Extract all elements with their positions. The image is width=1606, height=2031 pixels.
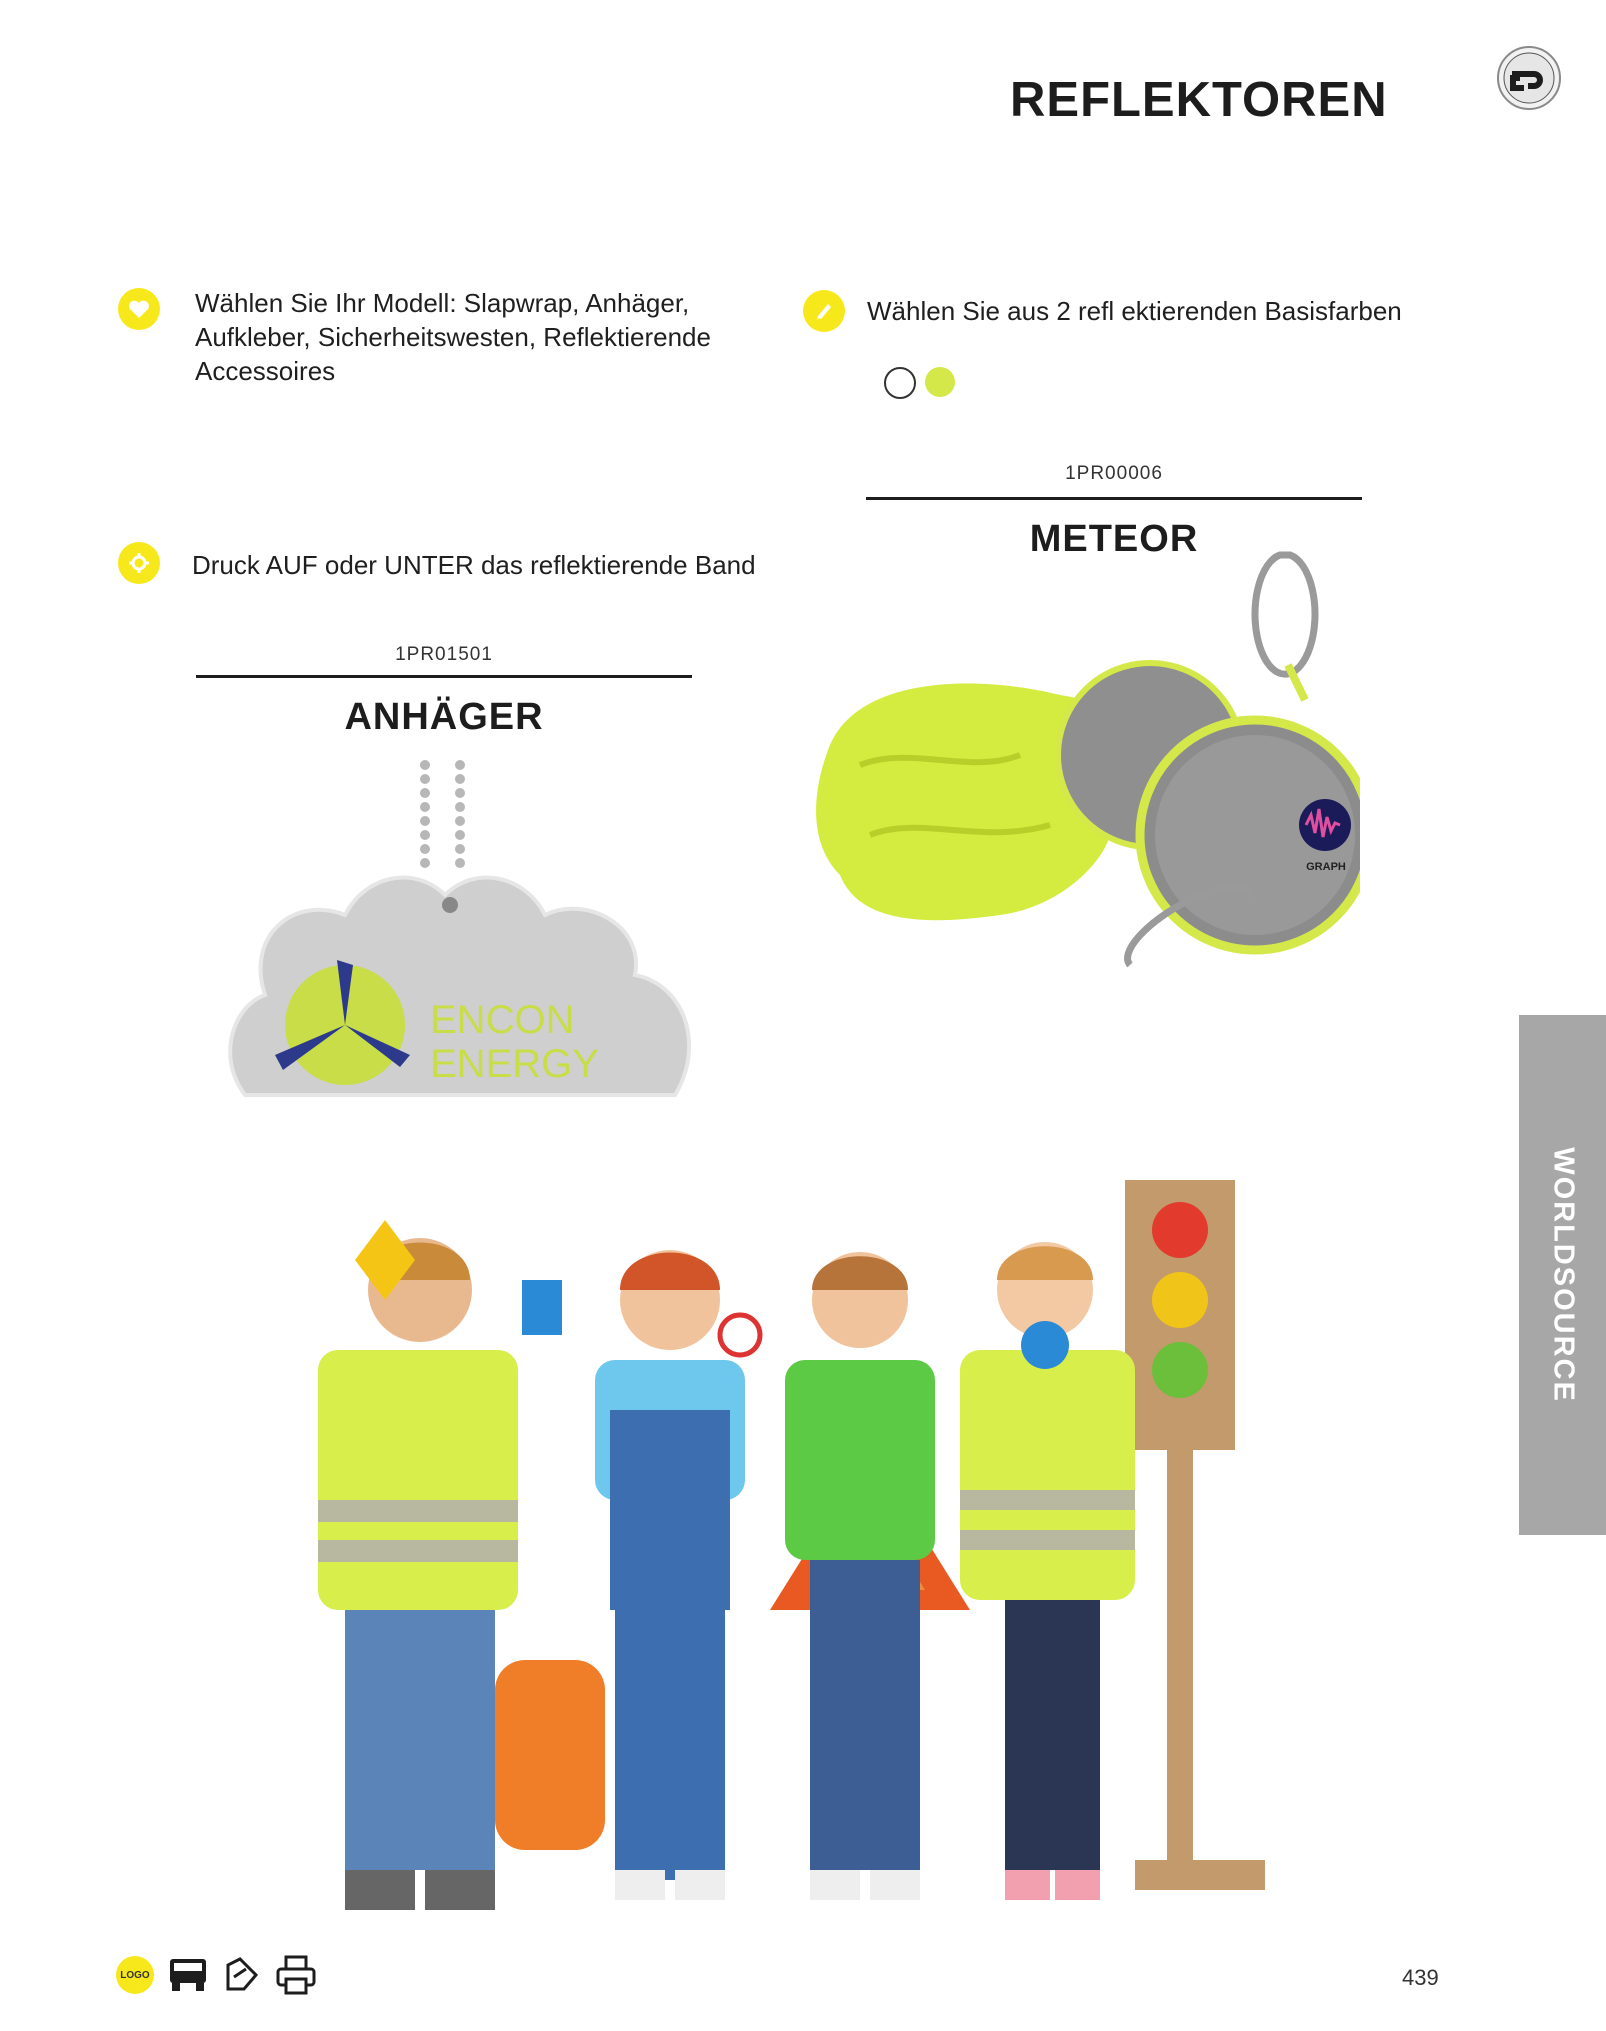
gear-icon bbox=[118, 542, 160, 584]
product-code-anhaeger: 1PR01501 bbox=[395, 644, 493, 665]
divider bbox=[866, 497, 1362, 500]
feature-model-text: Wählen Sie Ihr Modell: Slapwrap, Anhäger, Aufkleber, Sicherheitswesten, Reflektierende Accessoires bbox=[195, 288, 711, 386]
print-logo-line1: ENCON bbox=[430, 998, 575, 1042]
footer-icons bbox=[116, 1955, 316, 1995]
product-name-meteor: METEOR bbox=[1029, 518, 1199, 560]
kids-safety-vest-photo bbox=[300, 1170, 1340, 1940]
page-title: REFLEKTOREN bbox=[1010, 73, 1388, 127]
design-icon bbox=[222, 1955, 262, 1995]
product-code-meteor: 1PR00006 bbox=[1065, 463, 1163, 484]
feature-print-text: Druck AUF oder UNTER das reflektierende Band bbox=[192, 550, 756, 580]
color-swatch-yellow bbox=[925, 367, 955, 397]
divider bbox=[196, 675, 692, 678]
section-tab bbox=[1519, 1015, 1606, 1535]
printer-icon bbox=[276, 1955, 316, 1995]
pencil-icon bbox=[803, 290, 845, 332]
gd-logo-icon bbox=[1496, 45, 1562, 111]
logo-badge-icon bbox=[116, 1956, 154, 1994]
section-tab-label: WORLDSOURCE bbox=[1547, 1147, 1579, 1403]
logo-badge-text: LOGO bbox=[120, 1969, 150, 1981]
print-logo-line2: ENERGY bbox=[430, 1042, 599, 1086]
color-swatch-white bbox=[884, 367, 916, 399]
meteor-print-logo-text: GRAPH bbox=[1306, 861, 1346, 873]
feature-colors-text: Wählen Sie aus 2 refl ektierenden Basisfarben bbox=[867, 296, 1402, 326]
page-number: 439 bbox=[1402, 1965, 1439, 1990]
heart-icon bbox=[118, 288, 160, 330]
anhaeger-product-image bbox=[225, 755, 705, 1135]
meteor-product-image bbox=[800, 545, 1360, 1005]
truck-icon bbox=[168, 1955, 208, 1995]
product-name-anhaeger: ANHÄGER bbox=[344, 696, 544, 738]
